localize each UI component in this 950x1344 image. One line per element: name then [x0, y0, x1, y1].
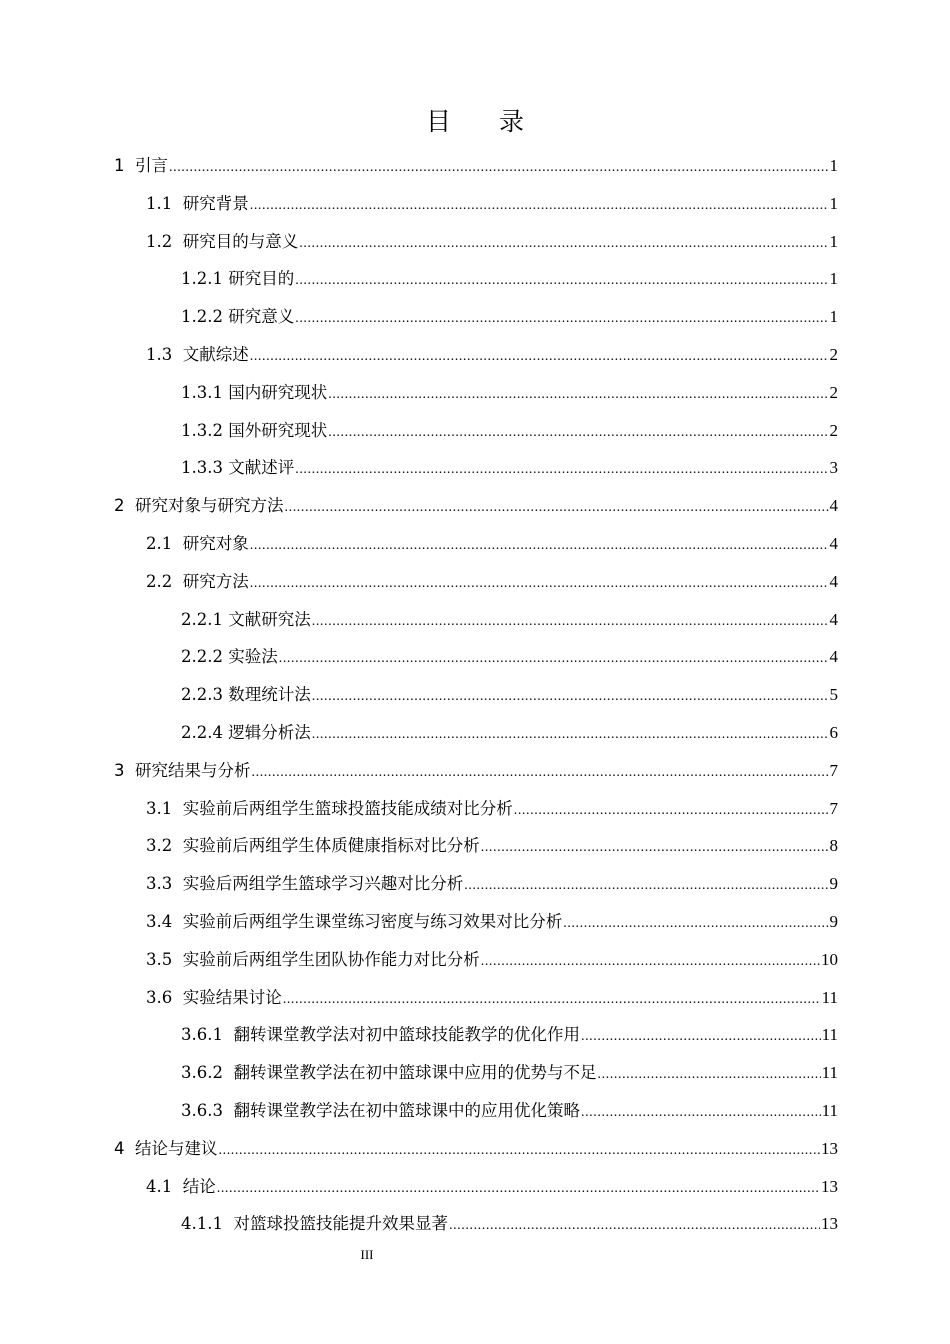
- toc-entry-number: 1.3.1: [181, 382, 229, 402]
- toc-entry-number: 2.1: [146, 534, 183, 553]
- toc-entry[interactable]: [181, 303, 838, 331]
- toc-entry-page: 13: [821, 1138, 838, 1158]
- toc-entry-page: 2: [829, 420, 838, 440]
- toc-entry-page: 4: [829, 571, 838, 591]
- toc-entry[interactable]: [181, 454, 838, 482]
- toc-entry-number: 3.3: [146, 874, 183, 894]
- toc-entry-page: 11: [821, 1101, 838, 1120]
- toc-entry-page: 11: [821, 1063, 838, 1083]
- toc-entry-number: 3.6.2: [181, 1063, 234, 1083]
- toc-entry-label: 实验后两组学生篮球学习兴趣对比分析: [182, 874, 464, 894]
- toc-entry-number: 3.6.3: [181, 1101, 234, 1120]
- toc-leader-dots: [581, 1099, 821, 1127]
- toc-entry-number: 3: [114, 760, 135, 780]
- toc-entry-page: 1: [829, 307, 838, 327]
- toc-entry[interactable]: [146, 984, 838, 1012]
- toc-entry-label: 实验前后两组学生团队协作能力对比分析: [182, 949, 480, 969]
- toc-leader-dots: [481, 834, 829, 862]
- toc-leader-dots: [312, 683, 829, 711]
- toc-leader-dots: [464, 872, 828, 900]
- toc-entry-label: 研究方法: [182, 571, 249, 591]
- toc-entry-page: 8: [829, 836, 838, 856]
- toc-entry-label: 实验法: [228, 647, 278, 667]
- toc-leader-dots: [328, 419, 828, 447]
- toc-entry[interactable]: [181, 606, 838, 634]
- toc-entry-label: 研究对象与研究方法: [135, 496, 284, 516]
- toc-entry-number: 1.3: [146, 345, 183, 364]
- toc-entry-label: 国内研究现状: [228, 382, 328, 402]
- toc-entry[interactable]: [146, 228, 838, 256]
- toc-entry-number: 3.2: [146, 836, 183, 856]
- toc-leader-dots: [295, 456, 828, 484]
- toc-leader-dots: [312, 608, 829, 636]
- toc-leader-dots: [449, 1212, 820, 1240]
- toc-entry-label: 研究意义: [228, 307, 295, 327]
- toc-entry[interactable]: [181, 379, 838, 407]
- toc-entry-label: 翻转课堂教学法在初中篮球课中应用的优势与不足: [233, 1063, 597, 1083]
- toc-entry-label: 文献述评: [228, 458, 295, 478]
- toc-entry[interactable]: [114, 757, 838, 785]
- toc-leader-dots: [217, 1175, 820, 1203]
- toc-entry-label: 国外研究现状: [228, 420, 328, 440]
- toc-entry-number: 1.1: [146, 193, 183, 213]
- toc-entry-number: 4.1.1: [181, 1214, 234, 1234]
- toc-entry-page: 1: [829, 231, 838, 251]
- toc-entry-page: 4: [829, 534, 838, 553]
- toc-entry-number: 2.2.3: [181, 685, 229, 705]
- toc-entry-label: 翻转课堂教学法对初中篮球技能教学的优化作用: [233, 1025, 580, 1045]
- toc-entry-page: 13: [821, 1214, 838, 1234]
- toc-leader-dots: [250, 570, 829, 598]
- toc-entry-number: 2.2.1: [181, 609, 229, 629]
- toc-leader-dots: [252, 759, 829, 787]
- toc-entry-label: 实验前后两组学生篮球投篮技能成绩对比分析: [182, 798, 513, 818]
- toc-entry-number: 3.6.1: [181, 1025, 234, 1045]
- toc-leader-dots: [295, 267, 828, 295]
- toc-entry[interactable]: [146, 1173, 838, 1201]
- toc-leader-dots: [283, 986, 821, 1014]
- toc-entry-number: 3.5: [146, 949, 183, 969]
- toc-entry-label: 对篮球投篮技能提升效果显著: [233, 1214, 448, 1234]
- toc-entry-page: 4: [829, 609, 838, 629]
- toc-leader-dots: [250, 192, 829, 220]
- toc-leader-dots: [295, 305, 828, 333]
- toc-entry-page: 5: [829, 685, 838, 705]
- toc-entry-label: 结论: [182, 1176, 216, 1196]
- page-number-footer: III: [360, 1247, 374, 1262]
- toc-leader-dots: [581, 1023, 821, 1051]
- toc-entry[interactable]: [181, 1210, 838, 1238]
- toc-leader-dots: [597, 1061, 820, 1089]
- toc-entry[interactable]: [181, 719, 838, 747]
- toc-entry-number: 1: [114, 156, 135, 175]
- toc-leader-dots: [250, 532, 829, 560]
- toc-entry-label: 实验前后两组学生体质健康指标对比分析: [182, 836, 480, 856]
- toc-leader-dots: [219, 1137, 821, 1165]
- toc-entry[interactable]: [181, 681, 838, 709]
- toc-leader-dots: [481, 948, 820, 976]
- toc-entry-page: 11: [821, 1025, 838, 1045]
- toc-entry[interactable]: [114, 152, 838, 180]
- toc-entry-label: 研究结果与分析: [135, 760, 251, 780]
- toc-entry[interactable]: [146, 190, 838, 218]
- toc-entry-number: 1.2: [146, 231, 183, 251]
- toc-entry[interactable]: [146, 908, 838, 936]
- toc-leader-dots: [169, 154, 829, 182]
- toc-leader-dots: [279, 645, 829, 673]
- toc-entry-label: 引言: [135, 156, 168, 175]
- toc-entry[interactable]: [146, 832, 838, 860]
- toc-entry-label: 逻辑分析法: [228, 723, 311, 742]
- toc-leader-dots: [328, 381, 828, 409]
- toc-entry[interactable]: [181, 1021, 838, 1049]
- toc-entry-page: 1: [829, 193, 838, 213]
- toc-entry-label: 研究背景: [182, 193, 249, 213]
- toc-entry-page: 1: [829, 269, 838, 289]
- toc-entry-label: 实验结果讨论: [182, 987, 282, 1007]
- toc-entry-label: 文献综述: [182, 345, 249, 364]
- toc-entry-label: 研究目的: [228, 269, 295, 289]
- toc-leader-dots: [250, 343, 829, 371]
- toc-entry[interactable]: [181, 1059, 838, 1087]
- toc-leader-dots: [514, 797, 829, 825]
- toc-entry-page: 2: [829, 382, 838, 402]
- toc-entry-number: 1.2.1: [181, 269, 229, 289]
- toc-entry[interactable]: [146, 946, 838, 974]
- toc-entry[interactable]: [146, 530, 838, 558]
- toc-entry[interactable]: [146, 870, 838, 898]
- toc-entry-page: 2: [829, 345, 838, 364]
- toc-entry-page: 3: [829, 458, 838, 478]
- toc-entry[interactable]: [181, 417, 838, 445]
- toc-entry-page: 7: [829, 798, 838, 818]
- toc-entry-number: 2.2: [146, 571, 183, 591]
- toc-leader-dots: [285, 494, 829, 522]
- toc-entry-page: 13: [821, 1176, 838, 1196]
- toc-entry-number: 2: [114, 496, 135, 516]
- toc-entry-number: 4.1: [146, 1176, 183, 1196]
- toc-entry-page: 4: [829, 496, 838, 516]
- toc-entry-label: 结论与建议: [135, 1138, 218, 1158]
- toc-entry-number: 4: [114, 1138, 135, 1158]
- toc-entry-number: 3.6: [146, 987, 183, 1007]
- toc-entry-number: 3.1: [146, 798, 183, 818]
- toc-entry[interactable]: [146, 795, 838, 823]
- toc-entry[interactable]: [181, 643, 838, 671]
- toc-leader-dots: [312, 721, 829, 749]
- toc-entry-page: 9: [829, 874, 838, 894]
- toc-entry-page: 11: [821, 987, 838, 1007]
- toc-entry-page: 4: [829, 647, 838, 667]
- toc-entry[interactable]: [181, 265, 838, 293]
- toc-entry-page: 7: [829, 760, 838, 780]
- toc-title: 目 录: [426, 107, 544, 136]
- toc-entry-label: 数理统计法: [228, 685, 311, 705]
- toc-leader-dots: [563, 910, 828, 938]
- toc-entry-label: 研究目的与意义: [182, 231, 299, 251]
- toc-entry-page: 9: [829, 912, 838, 931]
- toc-entry-label: 翻转课堂教学法在初中篮球课中的应用优化策略: [233, 1101, 580, 1120]
- toc-entry-label: 文献研究法: [228, 609, 311, 629]
- toc-leader-dots: [299, 230, 828, 258]
- toc-entry-page: 10: [821, 949, 838, 969]
- toc-entry-label: 实验前后两组学生课堂练习密度与练习效果对比分析: [182, 912, 563, 931]
- toc-entry-page: 1: [829, 156, 838, 175]
- toc-entry-page: 6: [829, 723, 838, 742]
- toc-entry[interactable]: [146, 568, 838, 596]
- toc-entry-label: 研究对象: [182, 534, 249, 553]
- toc-entry[interactable]: [114, 1135, 838, 1163]
- toc-entry-number: 1.3.2: [181, 420, 229, 440]
- toc-entry[interactable]: [146, 341, 838, 369]
- toc-entry[interactable]: [181, 1097, 838, 1125]
- toc-entry-number: 2.2.4: [181, 723, 229, 742]
- toc-entry-number: 1.3.3: [181, 458, 229, 478]
- toc-entry-number: 1.2.2: [181, 307, 229, 327]
- toc-entry-number: 3.4: [146, 912, 183, 931]
- toc-entry-number: 2.2.2: [181, 647, 229, 667]
- toc-entry[interactable]: [114, 492, 838, 520]
